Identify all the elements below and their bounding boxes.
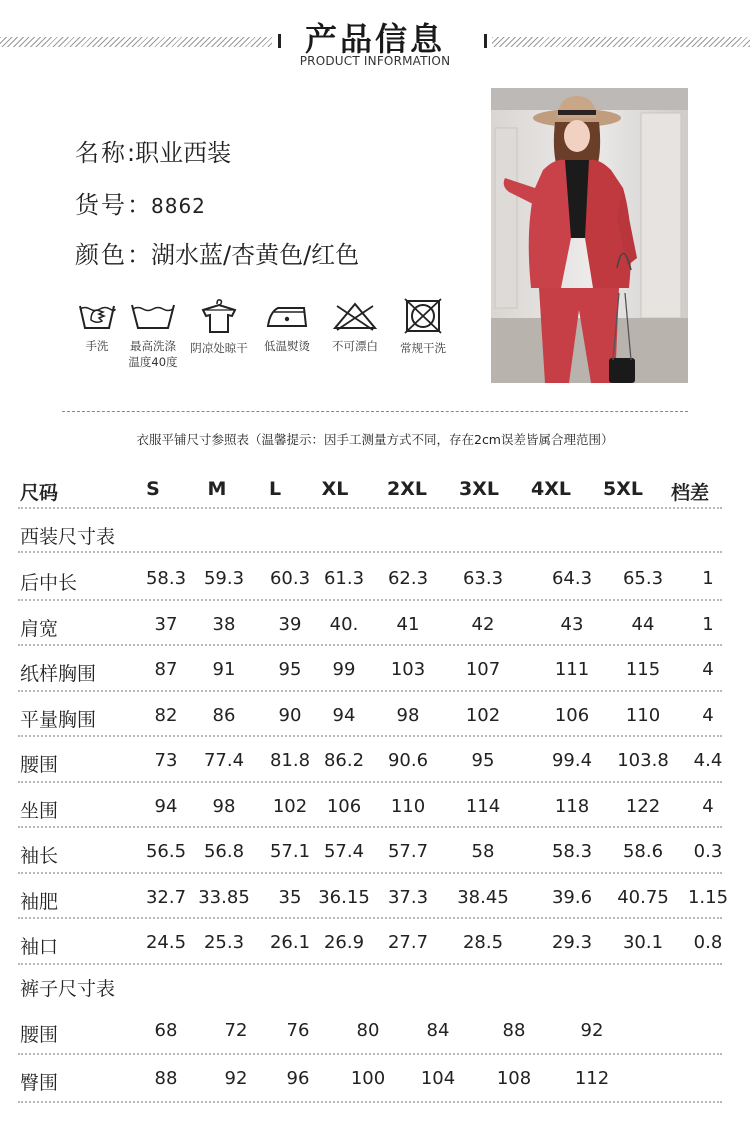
table-cell: 95: [471, 750, 495, 771]
table-cell: 40.75: [617, 886, 669, 908]
table-cell: 43: [560, 613, 584, 635]
table-cell: 0.3: [693, 841, 723, 862]
table-cell: 88: [502, 1020, 526, 1041]
header-col: 5XL: [603, 478, 643, 500]
table-cell: 57.4: [323, 841, 365, 862]
product-name: 名称:职业西装: [75, 139, 232, 167]
table-cell: 38.45: [457, 886, 509, 908]
table-cell: 87: [154, 659, 178, 680]
table-cell: 26.9: [323, 932, 365, 953]
row-separator: [18, 735, 722, 737]
table-cell: 72: [224, 1020, 248, 1041]
header-size-label: 尺码: [20, 482, 59, 504]
product-photo: [491, 88, 688, 383]
table-cell: 91: [212, 659, 236, 680]
dry-clean-icon: [401, 298, 445, 334]
row-separator: [18, 551, 722, 553]
table-cell: 27.7: [387, 932, 429, 953]
header-col: M: [207, 478, 227, 500]
table-row: [0, 875, 750, 921]
row-label: 袖长: [20, 845, 59, 867]
table-row: [0, 920, 750, 966]
table-cell: 86: [212, 704, 236, 726]
table-row: [0, 1056, 750, 1104]
table-cell: 112: [574, 1068, 610, 1089]
size-table-note: 衣服平铺尺寸参照表（温馨提示：因手工测量方式不同，存在2cm误差皆属合理范围）: [136, 432, 614, 447]
table-cell: 41: [396, 613, 420, 635]
table-cell: 82: [154, 704, 178, 726]
table-cell: 37: [154, 613, 178, 635]
table-cell: 99.4: [551, 750, 593, 771]
table-cell: 111: [554, 659, 590, 680]
table-cell: 64.3: [551, 568, 593, 589]
row-separator: [18, 872, 722, 874]
product-colors: 颜色：湖水蓝/杏黄色/红色: [75, 241, 360, 269]
table-cell: 40.: [329, 613, 359, 635]
table-cell: 102: [272, 795, 308, 817]
row-label: 坐围: [20, 799, 59, 822]
table-cell: 39.6: [551, 886, 593, 908]
table-cell: 56.5: [145, 841, 187, 862]
product-code: 货号：8862: [75, 191, 206, 219]
table-cell: 4: [702, 795, 714, 817]
table-row: [0, 602, 750, 648]
table-cell: 110: [390, 795, 426, 817]
table-cell: 4: [702, 704, 714, 726]
table-row: [0, 738, 750, 784]
table-cell: 88: [154, 1068, 178, 1089]
table-cell: 38: [212, 613, 236, 635]
table-cell: 103.8: [617, 750, 669, 771]
table-cell: 65.3: [622, 568, 664, 589]
table-cell: 37.3: [387, 886, 429, 908]
no-bleach-icon: [331, 298, 379, 332]
table-cell: 62.3: [387, 568, 429, 589]
shade-dry-icon: [199, 298, 239, 334]
table-cell: 80: [356, 1020, 380, 1041]
table-cell: 73: [154, 750, 178, 771]
header-col: 2XL: [387, 478, 427, 500]
table-cell: 106: [326, 795, 362, 817]
header-col: XL: [321, 478, 349, 500]
table-cell: 58.6: [622, 841, 664, 862]
row-label: 袖肥: [20, 890, 59, 913]
table-cell: 30.1: [622, 932, 664, 953]
row-label: 肩宽: [20, 617, 59, 640]
table-cell: 102: [465, 704, 501, 726]
row-label: 袖口: [20, 936, 59, 958]
table-cell: 33.85: [198, 886, 250, 908]
table-cell: 115: [625, 659, 661, 680]
row-label: 平量胸围: [20, 708, 97, 731]
table-cell: 63.3: [462, 568, 504, 589]
row-separator: [18, 1101, 722, 1103]
table-cell: 56.8: [203, 841, 245, 862]
table-cell: 106: [554, 704, 590, 726]
table-cell: 68: [154, 1020, 178, 1041]
table-cell: 92: [224, 1068, 248, 1089]
page-title: 产品信息: [304, 20, 445, 58]
table-cell: 58.3: [551, 841, 593, 862]
care-shade-dry: 阴凉处晾干: [184, 298, 254, 356]
table-cell: 61.3: [323, 568, 365, 589]
header-col: 3XL: [459, 478, 499, 500]
table-cell: 32.7: [145, 886, 187, 908]
table-cell: 25.3: [203, 932, 245, 953]
table-cell: 90.6: [387, 750, 429, 771]
row-separator: [18, 690, 722, 692]
header-col: 档差: [670, 482, 710, 504]
table-cell: 90: [278, 704, 302, 726]
care-hand-wash: 手洗: [62, 298, 132, 354]
pants-section-row: [0, 964, 750, 1006]
table-cell: 24.5: [145, 932, 187, 953]
table-cell: 1: [702, 613, 714, 635]
table-cell: 77.4: [203, 750, 245, 771]
table-cell: 4: [702, 659, 714, 680]
table-cell: 86.2: [323, 750, 365, 771]
table-cell: 92: [580, 1020, 604, 1041]
table-cell: 42: [471, 613, 495, 635]
header-col: 4XL: [531, 478, 571, 500]
table-cell: 84: [426, 1020, 450, 1041]
table-cell: 58: [471, 841, 495, 862]
table-row: [0, 1008, 750, 1056]
table-cell: 94: [332, 704, 356, 726]
row-label: 纸样胸围: [20, 663, 97, 685]
section-divider: [62, 411, 688, 412]
row-separator: [18, 644, 722, 646]
table-cell: 28.5: [462, 932, 504, 953]
table-cell: 36.15: [318, 886, 370, 908]
row-label: 腰围: [20, 1024, 59, 1046]
table-cell: 98: [396, 704, 420, 726]
table-row: [0, 784, 750, 830]
table-cell: 60.3: [269, 568, 311, 589]
table-cell: 114: [465, 795, 501, 817]
row-separator: [18, 599, 722, 601]
table-cell: 108: [496, 1068, 532, 1089]
care-no-bleach: 不可漂白: [320, 298, 390, 354]
table-row: [0, 647, 750, 693]
table-cell: 100: [350, 1068, 386, 1089]
table-cell: 118: [554, 795, 590, 817]
table-row: [0, 693, 750, 739]
table-cell: 44: [631, 613, 655, 635]
table-cell: 81.8: [269, 750, 311, 771]
hand-wash-icon: [77, 298, 117, 332]
pants-section-title: 裤子尺寸表: [20, 978, 116, 1000]
table-cell: 96: [286, 1068, 310, 1089]
table-cell: 29.3: [551, 932, 593, 953]
table-cell: 110: [625, 704, 661, 726]
wash-40-icon: [129, 298, 177, 332]
row-label: 腰围: [20, 754, 59, 776]
row-separator: [18, 1003, 722, 1005]
table-cell: 57.1: [269, 841, 311, 862]
table-header-row: [0, 466, 750, 510]
table-cell: 1.15: [687, 886, 729, 908]
table-cell: 0.8: [693, 932, 723, 953]
low-iron-icon: [264, 298, 310, 332]
table-cell: 76: [286, 1020, 310, 1041]
care-dry-clean: 常规干洗: [388, 298, 458, 356]
row-separator: [18, 507, 722, 509]
table-cell: 1: [702, 568, 714, 589]
page-subtitle: PRODUCT INFORMATION: [299, 54, 451, 68]
table-cell: 26.1: [269, 932, 311, 953]
table-cell: 122: [625, 795, 661, 817]
table-row: [0, 556, 750, 602]
table-cell: 4.4: [693, 750, 723, 771]
table-cell: 58.3: [145, 568, 187, 589]
table-cell: 104: [420, 1068, 456, 1089]
jacket-section-row: [0, 512, 750, 554]
row-separator: [18, 1053, 722, 1055]
table-cell: 95: [278, 659, 302, 680]
table-row: [0, 829, 750, 875]
header-right-hatch: [492, 37, 750, 47]
table-cell: 103: [390, 659, 426, 680]
table-cell: 107: [465, 659, 501, 680]
jacket-section-title: 西装尺寸表: [20, 526, 116, 548]
header-right-tick: [484, 34, 487, 48]
row-separator: [18, 917, 722, 919]
table-cell: 35: [278, 886, 302, 908]
care-low-iron: 低温熨烫: [252, 298, 322, 354]
table-cell: 94: [154, 795, 178, 817]
row-separator: [18, 781, 722, 783]
table-cell: 39: [278, 613, 302, 635]
row-separator: [18, 826, 722, 828]
table-cell: 59.3: [203, 568, 245, 589]
table-cell: 99: [332, 659, 356, 680]
header-col: S: [146, 478, 160, 500]
table-cell: 57.7: [387, 841, 429, 862]
row-label: 后中长: [20, 572, 78, 594]
header-col: L: [268, 478, 282, 500]
row-label: 臀围: [20, 1072, 59, 1094]
table-cell: 98: [212, 795, 236, 817]
care-wash-40: 最高洗涤 温度40度: [118, 298, 188, 370]
